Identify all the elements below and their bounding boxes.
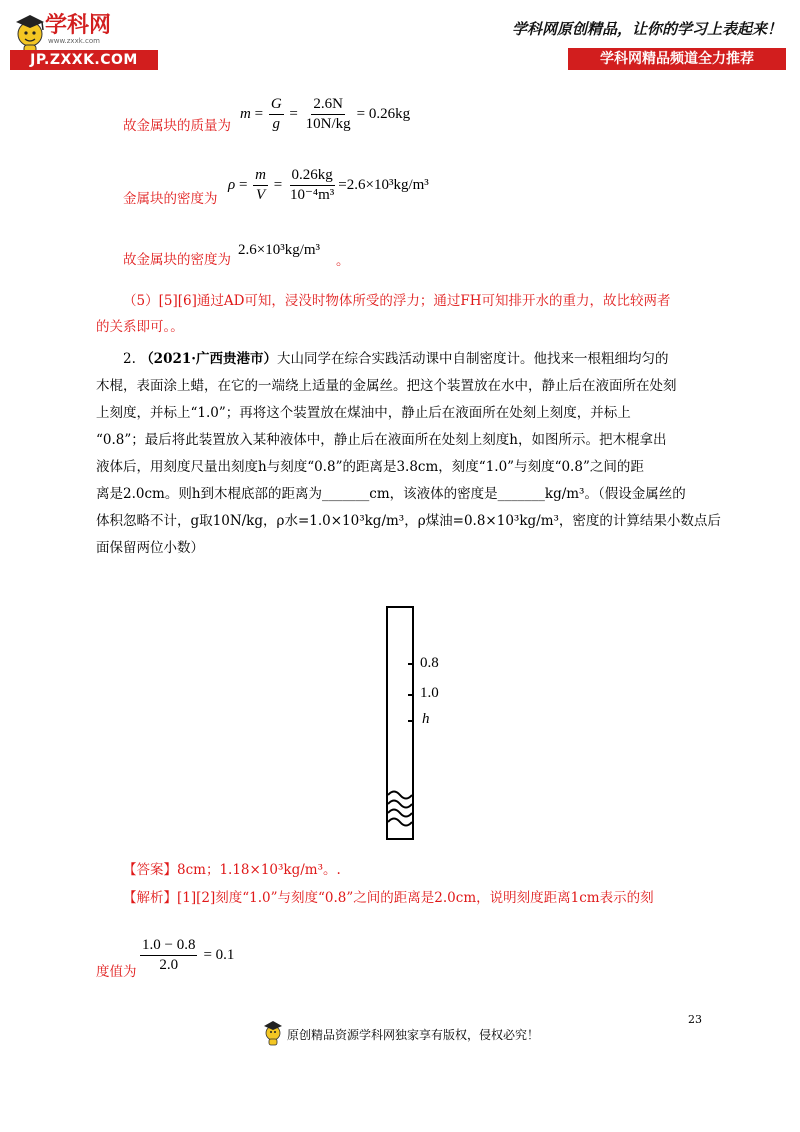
question-number: 2. bbox=[123, 351, 136, 367]
density-fraction-1 bbox=[253, 167, 268, 204]
mark-label-h: h bbox=[422, 711, 430, 727]
density-result: =2.6×10³kg/m³ bbox=[338, 177, 429, 193]
density-symbol: ρ bbox=[228, 177, 236, 193]
fraction-numerator: m bbox=[253, 167, 268, 186]
fraction-denominator: 2.0 bbox=[159, 957, 179, 973]
header-slogan: 学科网原创精品，让你的学习上表起来！ bbox=[511, 20, 782, 38]
fraction-numerator: 2.6N bbox=[311, 96, 345, 115]
answer-tag: 【答案】 bbox=[123, 862, 177, 878]
final-density-end: 。 bbox=[336, 253, 350, 269]
mark-label-0.8: 0.8 bbox=[420, 655, 439, 671]
fraction-denominator: 10N/kg bbox=[305, 116, 351, 132]
density-equation: ρ = $\frac{m}{V}$ = $\frac{0.26kg}{\text{10⁻⁴m³}}$ =2.6×10³kg/m³ bbox=[228, 167, 429, 203]
density-label: 金属块的密度为 bbox=[123, 191, 218, 207]
analysis-equation bbox=[138, 937, 234, 974]
question-line: 离是2.0cm。则h到木棍底部的距离为_______cm，该液体的密度是_______kg/m³。（假设金属丝的 bbox=[96, 486, 686, 502]
question-line: 面保留两位小数） bbox=[96, 540, 204, 556]
question-line: 液体后，用刻度尺量出刻度h与刻度“0.8”的距离是3.8cm，刻度“1.0”与刻度“0.8”之间的距 bbox=[96, 459, 644, 475]
question-first-line bbox=[123, 346, 668, 373]
final-density-value: 2.6×10³kg/m³ bbox=[238, 242, 321, 258]
fraction-numerator: G bbox=[269, 96, 284, 115]
mass-equation: m = $\frac{G}{g}$ = $\frac{2.6N}{10N/kg}$ = 0.26kg bbox=[240, 96, 411, 132]
analysis-result: = 0.1 bbox=[203, 947, 235, 963]
note-line-1: （5）[5][6]通过AD可知，浸没时物体所受的浮力；通过FH可知排开水的重力，故比较两者 bbox=[123, 293, 671, 309]
fraction-denominator: V bbox=[256, 187, 266, 203]
mass-symbol: m bbox=[240, 106, 251, 122]
final-density-label: 故金属块的密度为 bbox=[123, 252, 231, 268]
analysis-tag: 【解析】 bbox=[123, 890, 177, 906]
footer-copyright: 原创精品资源学科网独家享有版权，侵权必究！ bbox=[287, 1028, 540, 1042]
analysis-text: [1][2]刻度“1.0”与刻度“0.8”之间的距离是2.0cm，说明刻度距离1cm表示的刻 bbox=[177, 890, 654, 906]
mass-label: 故金属块的质量为 bbox=[123, 118, 231, 134]
question-source: （2021·广西贵港市） bbox=[140, 351, 277, 367]
fraction-numerator: 0.26kg bbox=[290, 167, 335, 186]
question-line: 上刻度，并标上“1.0”；再将这个装置放在煤油中，静止后在液面所在处刻上刻度，并标上 bbox=[96, 405, 631, 421]
mascot-icon bbox=[262, 1018, 284, 1046]
logo-subtitle: www.zxxk.com bbox=[48, 37, 100, 45]
mass-fraction-1 bbox=[269, 96, 284, 133]
density-fraction-2 bbox=[288, 167, 336, 204]
hydrometer-figure bbox=[385, 605, 455, 841]
note-line-2: 的关系即可。。 bbox=[96, 319, 184, 335]
analysis-value-label: 度值为 bbox=[96, 964, 137, 980]
question-line: 木棍，表面涂上蜡，在它的一端绕上适量的金属丝。把这个装置放在水中，静止后在液面所在处刻 bbox=[96, 378, 677, 394]
answer-line bbox=[123, 857, 341, 884]
answer-text: 8cm；1.18×10³kg/m³。. bbox=[177, 862, 341, 878]
fraction-denominator: g bbox=[272, 116, 280, 132]
question-line: 大山同学在综合实践活动课中自制密度计。他找来一根粗细均匀的 bbox=[276, 351, 669, 367]
mark-label-1.0: 1.0 bbox=[420, 685, 439, 701]
hydrometer-drawing bbox=[385, 605, 455, 841]
fraction-denominator: 10⁻⁴m³ bbox=[289, 187, 335, 203]
question-line: 体积忽略不计，g取10N/kg，ρ水=1.0×10³kg/m³，ρ煤油=0.8×10³kg/m³，密度的计算结果小数点后 bbox=[96, 513, 721, 529]
header-banner: 学科网精品频道全力推荐 bbox=[568, 48, 786, 70]
mass-fraction-2 bbox=[304, 96, 353, 133]
mass-result: = 0.26kg bbox=[356, 106, 411, 122]
logo-name: 学科网 bbox=[45, 13, 112, 38]
question-line: “0.8”；最后将此装置放入某种液体中，静止后在液面所在处刻上刻度h，如图所示。把木棍拿出 bbox=[96, 432, 667, 448]
fraction-numerator: 1.0 − 0.8 bbox=[140, 937, 197, 956]
page-number: 23 bbox=[688, 1013, 702, 1026]
logo-domain: JP.ZXXK.COM bbox=[10, 50, 158, 70]
analysis-fraction bbox=[140, 937, 197, 974]
analysis-line bbox=[123, 885, 654, 912]
